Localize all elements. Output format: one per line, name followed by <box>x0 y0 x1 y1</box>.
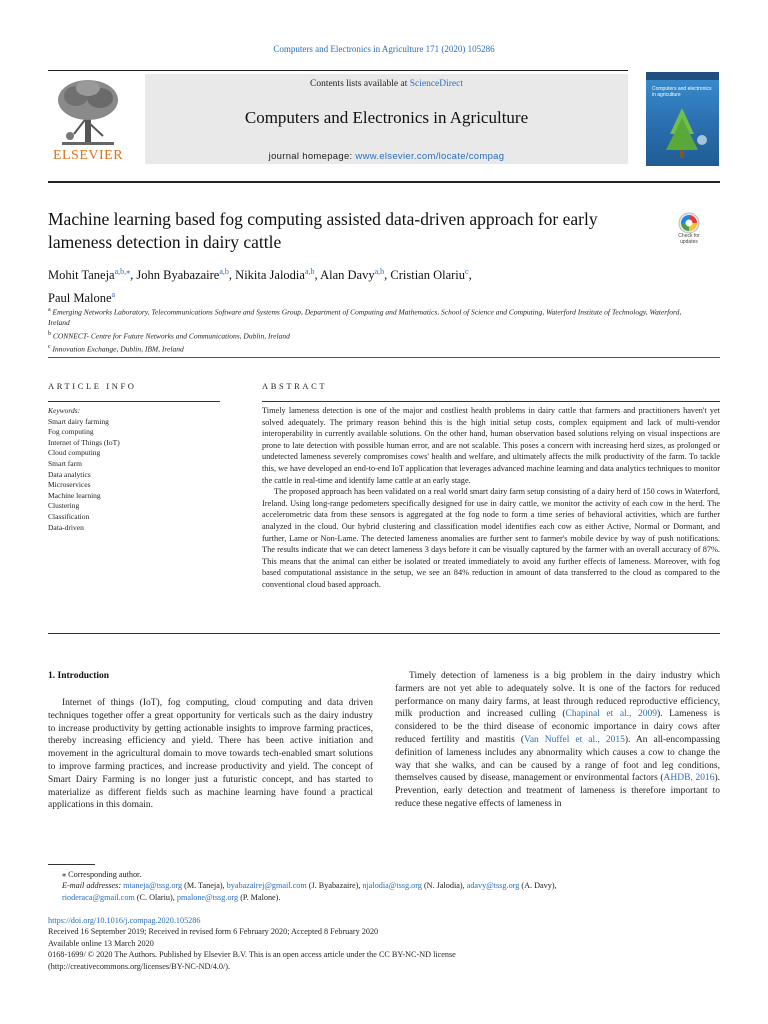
email-owner: (A. Davy), <box>519 881 557 891</box>
affiliation-line <box>48 342 688 355</box>
keywords-block <box>48 406 220 533</box>
elsevier-tree-icon <box>48 76 128 150</box>
masthead-bottom-rule <box>48 181 720 183</box>
email-link[interactable]: njalodia@tssg.org <box>362 881 422 891</box>
email-link[interactable]: byabazairej@gmail.com <box>226 881 307 891</box>
reference-link[interactable]: Van Nuffel et al., 2015 <box>524 734 625 745</box>
sciencedirect-link[interactable]: ScienceDirect <box>409 79 463 89</box>
affiliation-line <box>48 305 688 329</box>
homepage-prefix: journal homepage: <box>268 151 356 162</box>
reference-link[interactable]: AHDB, 2016 <box>663 773 715 784</box>
abstract-bottom-rule <box>48 633 720 634</box>
body-text: ). Prevention, early detection and treatment of lameness is therefore important to reduce these negative effects of lameness in <box>395 773 720 809</box>
affiliation-marker: a <box>48 307 51 313</box>
check-updates-icon <box>672 212 706 234</box>
email-owner: (M. Taneja), <box>182 881 227 891</box>
publisher-wordmark: ELSEVIER <box>52 148 124 163</box>
body-paragraph: Internet of things (IoT), fog computing, cloud computing and data driven techniques together offer a great opportunity for verticals such as the dairy industry to increase productivity by getting actionable insights to improve farming practices, thereby increasing efficiency and yield. There has been active initiation and movement in the agricultural domain to move towards tech-enabled smart solutions to improve farming practices, and increase productivity and yield. The concept of Smart Dairy Farming is no longer just a futuristic concept, and has started to materialize as different fields such as machine learning have found a practical applications in this domain. <box>48 698 373 811</box>
footnote-rule <box>48 864 95 865</box>
doi-link[interactable]: https://doi.org/10.1016/j.compag.2020.105286 <box>48 916 201 925</box>
affiliations <box>48 305 688 355</box>
cover-art-icon <box>646 72 719 166</box>
publication-info <box>48 915 720 972</box>
affiliation-rule <box>48 357 720 358</box>
contents-prefix: Contents lists available at <box>309 79 410 89</box>
email-addresses <box>48 880 720 903</box>
abstract-paragraph: Timely lameness detection is one of the major and costliest health problems in dairy cattle that farmers and practitioners haven't yet solved adequately. The primary reason behind this is the high initial setup costs, complex equipment and lack of multi-vendor interoperability in currently available solutions. On the other hand, human observation based solutions relying on visual inspections are prone to late detection with possible human error, and are not scalable. This poses a concern with increasing herd sizes, as prolonged or undetected lameness severely compromises cows' health and welfare, and ultimately affects the milk productivity of the farm. To tackle this, we have developed an end-to-end IoT application that leverages advanced machine learning and data analytics techniques to monitor the cattle in real-time and identify lame cattle at an early stage. <box>262 406 720 485</box>
journal-citation[interactable]: Computers and Electronics in Agriculture 171 (2020) 105286 <box>273 44 495 54</box>
keyword-item: Machine learning <box>48 490 101 500</box>
abstract-heading: ABSTRACT <box>262 381 328 391</box>
email-owner: (C. Olariu), <box>134 892 177 902</box>
intro-left-column <box>48 697 373 812</box>
email-link[interactable]: pmalone@tssg.org <box>176 892 239 902</box>
check-for-updates-button[interactable] <box>672 212 706 250</box>
author-list: Mohit Taneja$^{a,b,⁎}$, John Byabazaire$^{a,b}$, Nikita Jalodia$^{a,b}$, Alan Davy$^{a,b}$, Cristian Olariu$^c$, Paul Malone$^a$ <box>48 267 472 306</box>
affiliation-marker: b <box>48 330 51 337</box>
journal-cover-thumbnail[interactable] <box>646 72 719 166</box>
corresponding-author-note: ⁎ Corresponding author. <box>62 870 142 879</box>
author-affiliation-marker[interactable]: a,b,⁎ <box>114 267 131 276</box>
abstract-text <box>262 405 720 591</box>
keyword-item: Internet of Things (IoT) <box>48 437 120 447</box>
check-updates-label: Check for updates <box>678 233 700 245</box>
affiliation-line <box>48 329 688 342</box>
affiliation-text: Innovation Exchange, Dublin, IBM, Ireland <box>50 344 184 354</box>
email-owner: (J. Byabazaire), <box>306 881 363 891</box>
author-name[interactable]: Alan Davy <box>320 268 375 283</box>
body-paragraph <box>395 670 720 811</box>
keywords-label: Keywords: <box>48 406 81 415</box>
body-text: Timely detection of lameness is a big problem in the dairy industry which farmers are not yet able to adequately solve. It is one of the factors for reduced performance on many dairy farms, at least through reduced reproductive efficiency, milk production and increased culling ( <box>395 671 720 720</box>
author-affiliation-marker[interactable]: a,b <box>219 267 229 276</box>
elsevier-logo[interactable] <box>48 76 128 166</box>
homepage-link[interactable]: www.elsevier.com/locate/compag <box>355 151 505 162</box>
reference-link[interactable]: Chapinal et al., 2009 <box>565 709 657 720</box>
article-title: Machine learning based fog computing assisted data-driven approach for early lameness detection in dairy cattle <box>48 209 598 252</box>
footnotes <box>48 869 720 903</box>
received-dates: Received 16 September 2019; Received in revised form 6 February 2020; Accepted 8 February 2020 <box>48 927 379 937</box>
keyword-item: Clustering <box>48 501 80 511</box>
keyword-item: Cloud computing <box>48 448 101 458</box>
email-label: E-mail addresses: <box>62 881 124 891</box>
email-owner: (P. Malone). <box>238 892 281 902</box>
author-affiliation-marker[interactable]: c <box>465 267 469 276</box>
keyword-item: Microservices <box>48 480 91 490</box>
section-heading-introduction: 1. Introduction <box>48 671 110 681</box>
license-url[interactable]: (http://creativecommons.org/licenses/BY-NC-ND/4.0/). <box>48 961 230 971</box>
author-name[interactable]: Mohit Taneja <box>48 268 115 283</box>
keyword-item: Smart farm <box>48 458 82 468</box>
keywords-list <box>48 417 220 534</box>
author-name[interactable]: Nikita Jalodia <box>235 268 305 283</box>
keyword-item: Data analytics <box>48 469 91 479</box>
abstract-paragraph: The proposed approach has been validated on a real world smart dairy farm setup consisting of a dairy herd of 150 cows in Waterford, Ireland. Using long-range pedometers specifically designed for use in dairy cattle, we monitor the activity of each cow in the herd. The accelerometric data from these sensors is aggregated at the fog node to form a time series of behavioral activities, which are further analyzed in the cloud. Our hybrid clustering and classification model identifies each cow as either Active, Normal or Dormant, and further, Lame or Non-Lame. The detected lameness anomalies are further sent to farmer's mobile device by way of push notifications. The results indicate that we can detect lameness 3 days before it can be visually captured by the farmer with an overall accuracy of 87%. This means that the animal can either be isolated or treated immediately to avoid any further effects of lameness. Moreover, with fog based computational assistance in the setup, we see an 84% reduction in amount of data transferred to the cloud as compared to the conventional cloud based approach. <box>262 487 720 589</box>
author-affiliation-marker[interactable]: a <box>111 290 116 300</box>
article-info-rule <box>48 401 220 402</box>
keyword-item: Smart dairy farming <box>48 416 109 426</box>
email-link[interactable]: mtaneja@tssg.org <box>123 881 183 891</box>
author-name[interactable]: John Byabazaire <box>136 268 220 283</box>
available-online: Available online 13 March 2020 <box>48 938 154 948</box>
cover-title: Computers and electronics in agriculture <box>652 86 712 98</box>
journal-homepage <box>145 151 628 162</box>
email-link[interactable]: rioderaca@gmail.com <box>62 892 135 902</box>
author-affiliation-marker[interactable]: a,b <box>374 267 385 276</box>
author-affiliation-marker[interactable]: a,b <box>304 267 315 276</box>
keyword-item: Fog computing <box>48 427 94 437</box>
email-list <box>62 881 557 901</box>
intro-right-column <box>395 670 720 811</box>
article-info-heading: ARTICLE INFO <box>48 381 137 391</box>
affiliation-text: CONNECT- Centre for Future Networks and Communications, Dublin, Ireland <box>51 331 290 341</box>
journal-title: Computers and Electronics in Agriculture <box>244 108 529 127</box>
body-text: ). An all-encompassing definition of lameness includes any abnormality which causes a cow to change the way that she walks, and can be caused by a range of foot and leg conditions, themselves caused by disease, management or environmental factors ( <box>395 734 721 784</box>
email-link[interactable]: adavy@tssg.org <box>466 881 520 891</box>
keyword-item: Classification <box>48 511 90 521</box>
body-text: ). Lameness is considered to be the third disease of economic importance in dairy cows after reduced fertility and mastitis ( <box>395 709 720 745</box>
affiliation-marker: c <box>48 343 51 350</box>
license-line: 0168-1699/ © 2020 The Authors. Published by Elsevier B.V. This is an open access article under the CC BY-NC-ND license <box>48 950 456 960</box>
author-name[interactable]: Paul Malone <box>48 291 112 306</box>
email-owner: (N. Jalodia), <box>421 881 467 891</box>
contents-line <box>145 79 628 89</box>
abstract-rule <box>262 401 720 402</box>
keyword-item: Data-driven <box>48 522 84 532</box>
author-name[interactable]: Cristian Olariu <box>390 268 466 283</box>
affiliation-text: Emerging Networks Laboratory, Telecommunications Software and Systems Group, Department of Computing and Mathematics, School of Science and Computing, Waterford Institute of Technology, Waterford, Ireland <box>48 307 682 328</box>
top-rule <box>48 70 628 71</box>
